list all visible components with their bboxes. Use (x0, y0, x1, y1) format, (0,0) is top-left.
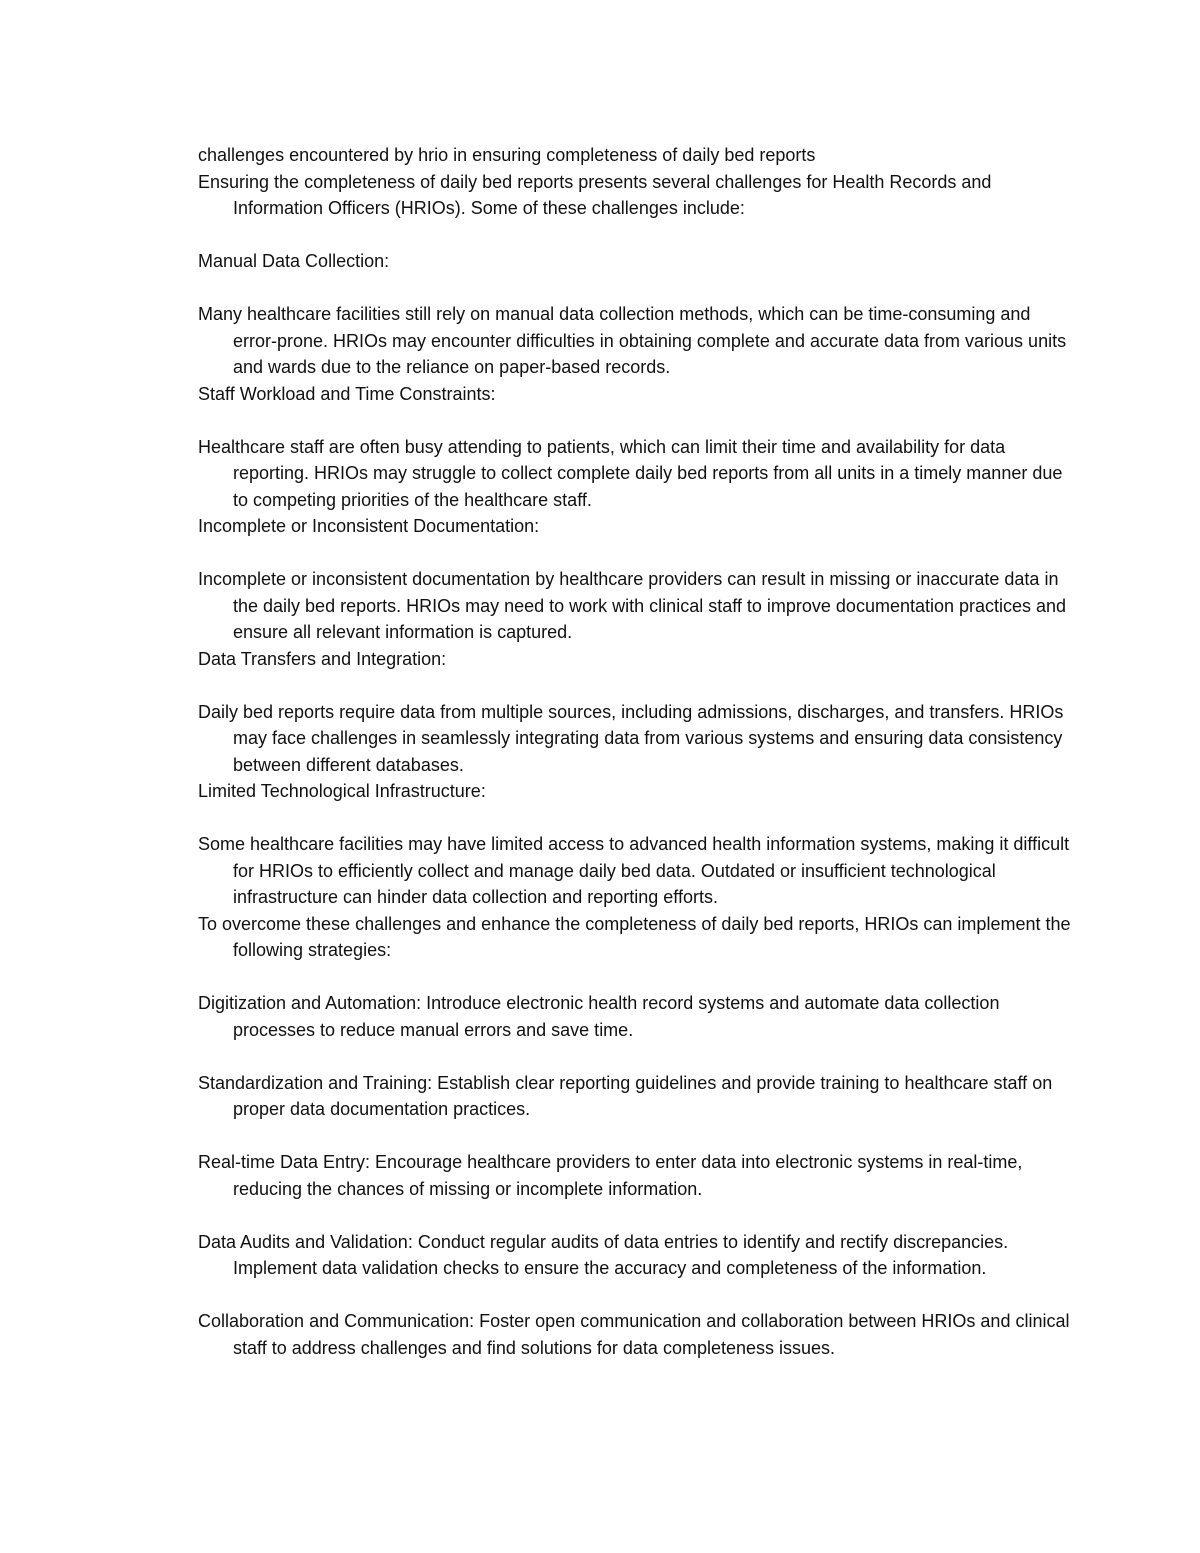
strategy-collaboration: Collaboration and Communication: Foster open communication and collaboration between HRIOs and clinical staff to address challenges and find solutions for data completeness issues. (198, 1311, 1070, 1358)
spacer (198, 407, 1078, 434)
challenge-body-incomplete-documentation: Incomplete or inconsistent documentation by healthcare providers can result in missing or inaccurate data in the daily bed reports. HRIOs may need to work with clinical staff to improve documentation practices and ensure all relevant information is captured. (198, 569, 1067, 642)
spacer (198, 1282, 1078, 1309)
document-body (198, 142, 1078, 1361)
challenge-heading-data-transfers: Data Transfers and Integration: (198, 648, 447, 669)
document-title: challenges encountered by hrio in ensuring completeness of daily bed reports (198, 145, 816, 165)
challenge-body-staff-workload: Healthcare staff are often busy attending to patients, which can limit their time and availability for data reporting. HRIOs may struggle to collect complete daily bed reports from all units in a timely manner due to competing priorities of the healthcare staff. (198, 436, 1063, 510)
spacer (198, 964, 1078, 991)
spacer (198, 1202, 1078, 1229)
spacer (198, 540, 1078, 567)
spacer (198, 222, 1078, 249)
spacer (198, 1123, 1078, 1150)
challenge-body-data-transfers: Daily bed reports require data from multiple sources, including admissions, discharges, and transfers. HRIOs may face challenges in seamlessly integrating data from various systems and ensuring data consistency between different databases. (198, 701, 1064, 775)
spacer (198, 672, 1078, 699)
strategies-intro: To overcome these challenges and enhance the completeness of daily bed reports, HRIOs can implement the following strategies: (198, 913, 1071, 960)
intro-paragraph: Ensuring the completeness of daily bed reports presents several challenges for Health Records and Information Officers (HRIOs). Some of these challenges include: (198, 171, 992, 218)
spacer (198, 805, 1078, 832)
spacer (198, 1043, 1078, 1070)
strategy-standardization: Standardization and Training: Establish clear reporting guidelines and provide training to healthcare staff on proper data documentation practices. (198, 1072, 1053, 1119)
challenge-heading-staff-workload: Staff Workload and Time Constraints: (198, 383, 496, 404)
challenge-body-limited-infrastructure: Some healthcare facilities may have limited access to advanced health information systems, making it difficult for HRIOs to efficiently collect and manage daily bed data. Outdated or insufficient technological infrastructure can hinder data collection and reporting efforts. (198, 834, 1070, 907)
strategy-real-time-entry: Real-time Data Entry: Encourage healthcare providers to enter data into electronic systems in real-time, reducing the chances of missing or incomplete information. (198, 1152, 1023, 1199)
challenge-heading-limited-infrastructure: Limited Technological Infrastructure: (198, 781, 486, 801)
challenge-body-manual-data-collection: Many healthcare facilities still rely on manual data collection methods, which can be time-consuming and error-prone. HRIOs may encounter difficulties in obtaining complete and accurate data from various units and wards due to the reliance on paper-based records. (198, 304, 1067, 377)
strategy-digitization: Digitization and Automation: Introduce electronic health record systems and automate data collection processes to reduce manual errors and save time. (198, 993, 1000, 1040)
strategy-audits-validation: Data Audits and Validation: Conduct regular audits of data entries to identify and rectify discrepancies. Implement data validation checks to ensure the accuracy and completeness of the information. (198, 1231, 1009, 1278)
spacer (198, 275, 1078, 302)
challenge-heading-manual-data-collection: Manual Data Collection: (198, 251, 390, 271)
challenge-heading-incomplete-documentation: Incomplete or Inconsistent Documentation: (198, 516, 540, 536)
